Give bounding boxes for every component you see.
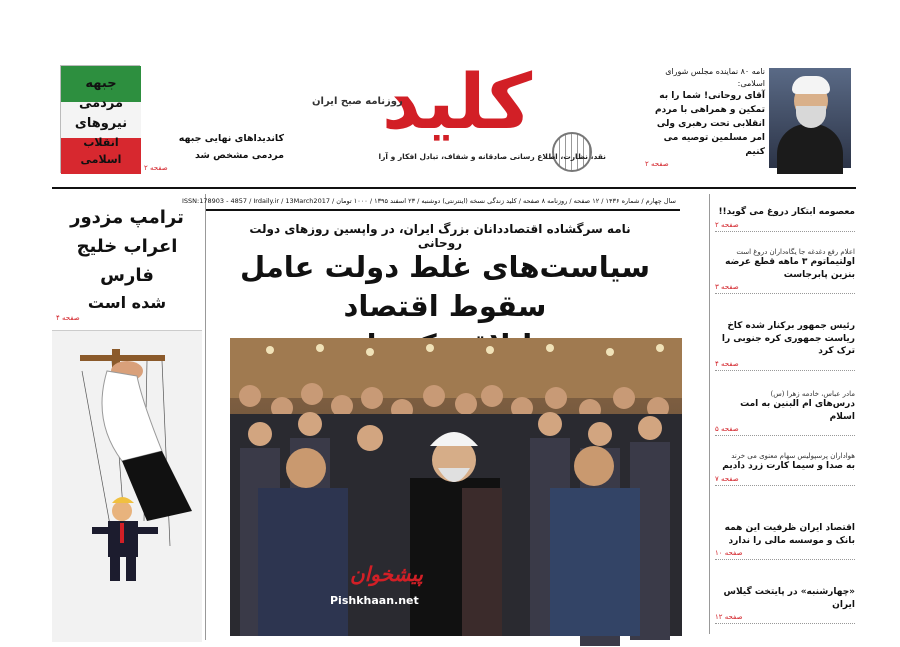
headline-line: شده است xyxy=(87,293,167,313)
teaser-line: مردمی مشخص شد xyxy=(195,150,284,162)
masthead xyxy=(52,57,856,184)
teaser-line: اسلامی: xyxy=(737,79,765,88)
page-ref: صفحه ۵ xyxy=(715,425,855,436)
sidebar-title: اقتصاد ایران ظرفیت این همه بانک و موسسه مالی را ندارد xyxy=(724,523,855,546)
teaser-line: کاندیداهای نهایی جبهه xyxy=(178,133,284,144)
page-ref: صفحه ۴ xyxy=(56,314,80,322)
sidebar-title: درس‌های ام البنین به امت اسلام xyxy=(740,399,855,422)
front-box-line: نیروهای xyxy=(74,116,128,132)
teaser-line: تمکین و همراهی با مردم xyxy=(655,104,765,115)
column-divider xyxy=(205,194,206,640)
sidebar-title: اولتیماتوم ۳ ماهه قطع عرضه بنزین پابرجاست xyxy=(725,257,855,280)
trump-headline[interactable] xyxy=(52,204,202,316)
front-box-line: جبهه مردمی xyxy=(78,76,123,112)
front-box-line: انقلاب اسلامی xyxy=(80,136,122,167)
newspaper-logo[interactable] xyxy=(282,57,622,180)
page-ref: صفحه ۱۰ xyxy=(715,549,855,560)
page-ref: صفحه ۲ xyxy=(144,164,168,173)
candidates-teaser[interactable] xyxy=(144,130,284,172)
sidebar-pre: هواداران پرسپولیس سهام معنوی می خرند xyxy=(731,452,855,460)
headline-line: اعراب خلیج فارس xyxy=(76,235,178,286)
sidebar-item[interactable] xyxy=(715,206,855,232)
sidebar-item[interactable] xyxy=(715,390,855,436)
main-kicker[interactable]: نامه سرگشاده اقتصاددانان بزرگ ایران، در واپسین روزهای دولت روحانی xyxy=(249,222,631,250)
sidebar-title: به صدا و سیما کارت زرد دادیم xyxy=(722,461,855,471)
watermark-logo: پیشخوان xyxy=(350,562,423,586)
sidebar-pre: اعلام رفع دغدغه جا یگاه‌داران دروغ است xyxy=(736,248,855,256)
headline-line: ترامپ مزدور xyxy=(70,207,184,228)
sidebar-pre: مادر عباس، خادمه زهرا (س) xyxy=(770,390,855,398)
sidebar-column xyxy=(709,194,857,634)
page-ref: صفحه ۴ xyxy=(715,360,855,371)
teaser-line: امر مسلمین توصیه می کنیم xyxy=(663,132,765,157)
teaser-line: نامه ۸۰ نماینده مجلس شورای xyxy=(665,67,765,76)
rouhani-teaser[interactable] xyxy=(645,66,765,168)
page-ref: صفحه ۲ xyxy=(715,221,855,232)
sidebar-title: معصومه ابتکار دروغ می گوید!! xyxy=(718,207,855,217)
headline-line-1: سیاست‌های غلط دولت عامل سقوط اقتصاد xyxy=(239,250,651,324)
page-ref: صفحه ۱۲ xyxy=(715,613,855,624)
logo-subtitle: روزنامه صبح ایران xyxy=(312,96,403,107)
teaser-line: آقای روحانی! شما را به xyxy=(659,91,765,101)
sidebar-item[interactable] xyxy=(715,452,855,486)
sidebar-item[interactable] xyxy=(715,248,855,294)
teaser-line: انقلابی تحت رهبری ولی xyxy=(656,118,765,129)
watermark-url: Pishkhaan.net xyxy=(330,594,419,607)
sidebar-title: رئیس جمهور برکنار شده کاخ ریاست جمهوری کره جنوبی را ترک کرد xyxy=(721,321,855,357)
page-ref: صفحه ۷ xyxy=(715,475,855,486)
dateline: سال چهارم / شماره ۱۴۳۶ / ۱۲ صفحه / روزنامه ۸ صفحه / کلید زندگی نسخه (اینترنتی) دوشنبه / ۲۳ اسفند ۱۳۹۵ / ۱۰۰۰ تومان / ISSN:178903 - 4857 / Irdaily.ir / 13March2017 xyxy=(206,193,680,211)
masthead-rule xyxy=(52,187,856,189)
logo-wordmark: کلید xyxy=(381,57,533,146)
sidebar-item[interactable] xyxy=(715,522,855,560)
rouhani-portrait xyxy=(769,68,851,168)
page-ref: صفحه ۳ xyxy=(715,283,855,294)
sidebar-item[interactable] xyxy=(715,320,855,371)
trump-puppet-illustration xyxy=(52,330,202,642)
group-photo-icon xyxy=(230,338,682,636)
cabinet-photo xyxy=(230,338,682,636)
logo-tagline: نقد، نظارت، اطلاع رسانی صادقانه و شفاف، تبادل افکار و آرا xyxy=(378,152,606,161)
sidebar-item[interactable] xyxy=(715,586,855,624)
page-ref: صفحه ۲ xyxy=(645,159,669,168)
sidebar-title: «چهارشنبه» در پایتخت گیلاس ایران xyxy=(723,587,855,610)
front-box[interactable] xyxy=(60,65,140,173)
puppet-illustration-icon xyxy=(52,331,202,643)
